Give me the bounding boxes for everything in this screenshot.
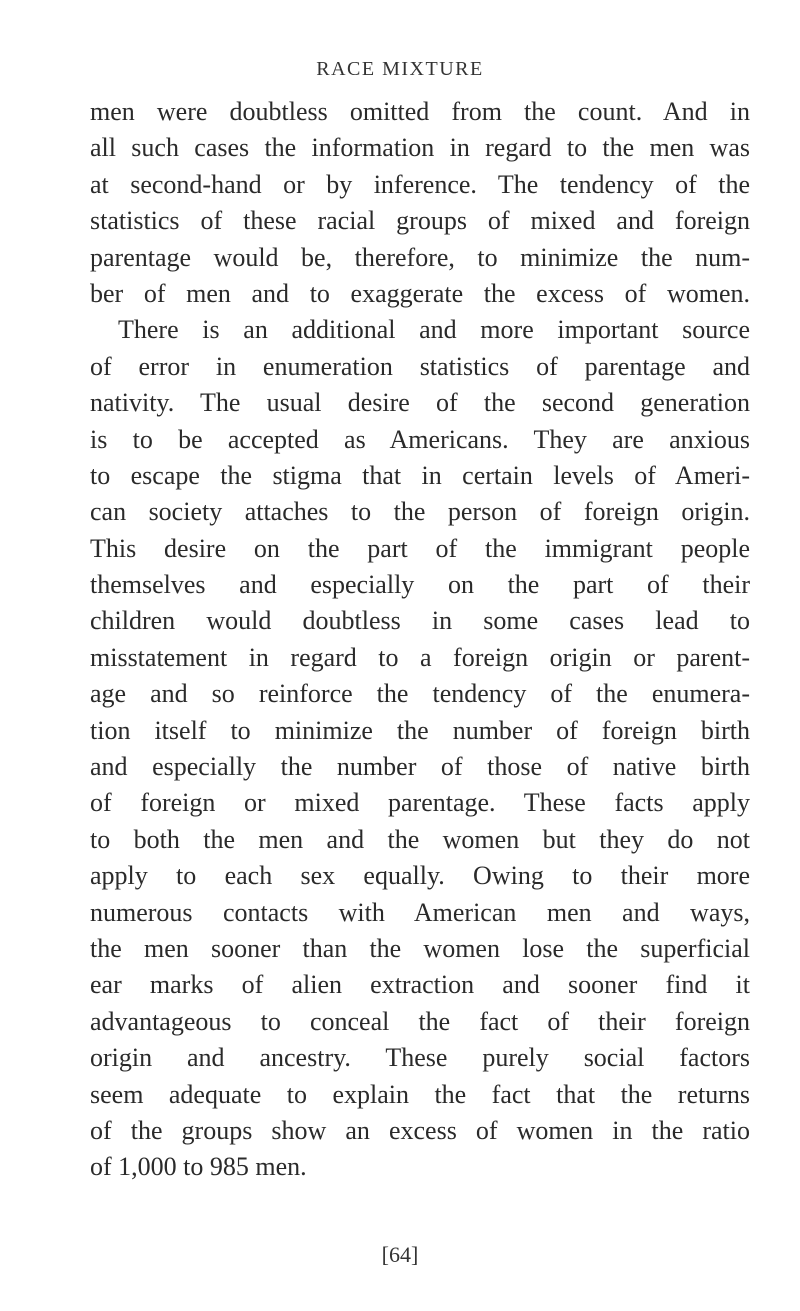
text-line: men were doubtless omitted from the count. And in (90, 97, 750, 126)
text-line: nativity. The usual desire of the second generation (90, 388, 750, 418)
text-line: to escape the stigma that in certain levels of Ameri- (90, 460, 750, 490)
running-head: RACE MIXTURE (316, 58, 484, 80)
text-line: all such cases the information in regard to the men was (90, 133, 750, 163)
text-line: tion itself to minimize the number of foreign birth (90, 715, 750, 745)
text-line: is to be accepted as Americans. They are anxious (90, 424, 750, 454)
text-line: of the groups show an excess of women in the ratio (90, 1115, 750, 1145)
text-line: This desire on the part of the immigrant people (90, 533, 750, 563)
text-line: apply to each sex equally. Owing to their more (90, 861, 750, 891)
text-line: children would doubtless in some cases lead to (90, 606, 750, 636)
text-line: of error in enumeration statistics of parentage and (90, 351, 750, 381)
text-line: age and so reinforce the tendency of the enumera- (90, 679, 750, 709)
text-line: parentage would be, therefore, to minimize the num- (90, 242, 750, 272)
text-line: to both the men and the women but they do not (90, 824, 750, 854)
text-line: themselves and especially on the part of their (90, 570, 750, 600)
text-line: origin and ancestry. These purely social factors (90, 1043, 750, 1073)
paragraph-first-line: There is an additional and more important source (118, 315, 750, 345)
paragraph-last-line: of 1,000 to 985 men. (90, 1152, 307, 1182)
text-line: advantageous to conceal the fact of their foreign (90, 1006, 750, 1036)
text-line: statistics of these racial groups of mixed and foreign (90, 206, 750, 236)
text-line: seem adequate to explain the fact that the returns (90, 1079, 750, 1109)
body-text (90, 94, 750, 1186)
text-line: at second-hand or by inference. The tendency of the (90, 169, 750, 199)
text-line: of foreign or mixed parentage. These facts apply (90, 788, 750, 818)
text-line: ber of men and to exaggerate the excess of women. (90, 278, 750, 308)
text-line: numerous contacts with American men and ways, (90, 897, 750, 927)
text-line: the men sooner than the women lose the superficial (90, 933, 750, 963)
page-number: [64] (381, 1242, 419, 1267)
text-line: misstatement in regard to a foreign origin or parent- (90, 642, 750, 672)
text-line: ear marks of alien extraction and sooner find it (90, 970, 750, 1000)
text-line: can society attaches to the person of foreign origin. (90, 497, 750, 527)
text-line: and especially the number of those of native birth (90, 752, 750, 782)
